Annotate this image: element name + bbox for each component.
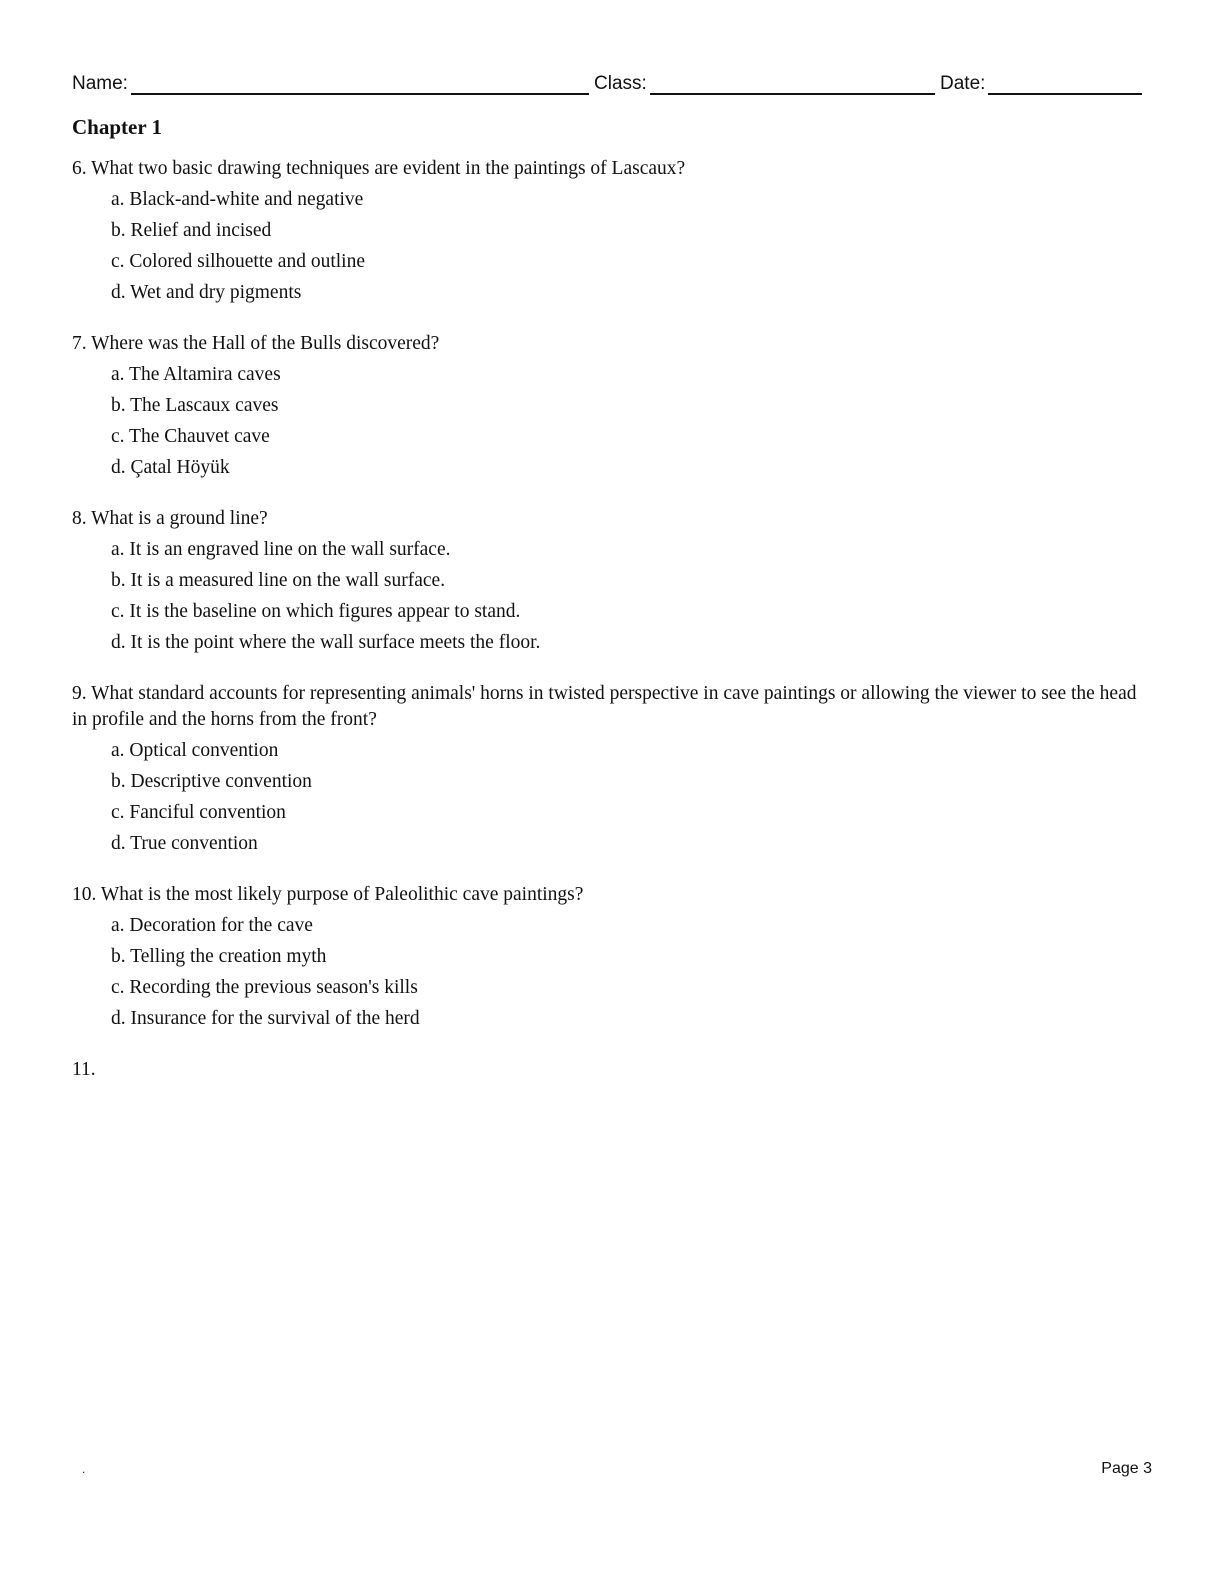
- question-text: 6. What two basic drawing techniques are evident in the paintings of Lascaux?: [72, 158, 686, 179]
- answer-option: d. Wet and dry pigments: [111, 282, 302, 303]
- date-label: Date:: [940, 73, 986, 94]
- class-field-line[interactable]: [650, 93, 935, 95]
- question-text: 8. What is a ground line?: [72, 508, 268, 529]
- question-9: [72, 681, 1144, 859]
- answer-option: a. Optical convention: [111, 740, 279, 761]
- answer-option: c. Recording the previous season's kills: [111, 977, 418, 998]
- answer-option: c. The Chauvet cave: [111, 426, 270, 447]
- page-number: Page 3: [1101, 1460, 1152, 1477]
- answer-option: d. Insurance for the survival of the herd: [111, 1008, 420, 1029]
- footer-mark: .: [82, 1462, 86, 1476]
- question-10: [72, 882, 1144, 1034]
- answer-option: a. Decoration for the cave: [111, 915, 313, 936]
- student-info-header: [72, 72, 1142, 98]
- answer-option: b. It is a measured line on the wall surface.: [111, 570, 446, 591]
- chapter-heading: Chapter 1: [72, 115, 163, 139]
- answer-option: c. Colored silhouette and outline: [111, 251, 365, 272]
- question-7: [72, 331, 1144, 483]
- answer-option: d. True convention: [111, 833, 258, 854]
- name-label: Name:: [72, 73, 128, 94]
- answer-option: a. Black-and-white and negative: [111, 189, 364, 210]
- answer-option: b. Relief and incised: [111, 220, 272, 241]
- answer-option: a. The Altamira caves: [111, 364, 281, 385]
- question-text: 10. What is the most likely purpose of Paleolithic cave paintings?: [72, 884, 584, 905]
- question-text: 7. Where was the Hall of the Bulls discovered?: [72, 333, 440, 354]
- class-label: Class:: [594, 73, 647, 94]
- question-text: 11.: [72, 1059, 96, 1080]
- answer-option: b. Descriptive convention: [111, 771, 312, 792]
- answer-option: d. It is the point where the wall surface meets the floor.: [111, 632, 541, 653]
- answer-option: b. The Lascaux caves: [111, 395, 279, 416]
- answer-option: c. It is the baseline on which figures appear to stand.: [111, 601, 521, 622]
- question-text: 9. What standard accounts for representing animals' horns in twisted perspective in cave paintings or allowing the viewer to see the head in profile and the horns from the front?: [72, 683, 1137, 730]
- answer-option: d. Çatal Höyük: [111, 457, 230, 478]
- question-list: [72, 156, 1144, 1106]
- date-field-line[interactable]: [988, 93, 1142, 95]
- answer-option: a. It is an engraved line on the wall surface.: [111, 539, 451, 560]
- name-field-line[interactable]: [131, 93, 589, 95]
- question-8: [72, 506, 1144, 658]
- answer-option: b. Telling the creation myth: [111, 946, 327, 967]
- answer-option: c. Fanciful convention: [111, 802, 286, 823]
- question-6: [72, 156, 1144, 308]
- question-11: [72, 1057, 1144, 1083]
